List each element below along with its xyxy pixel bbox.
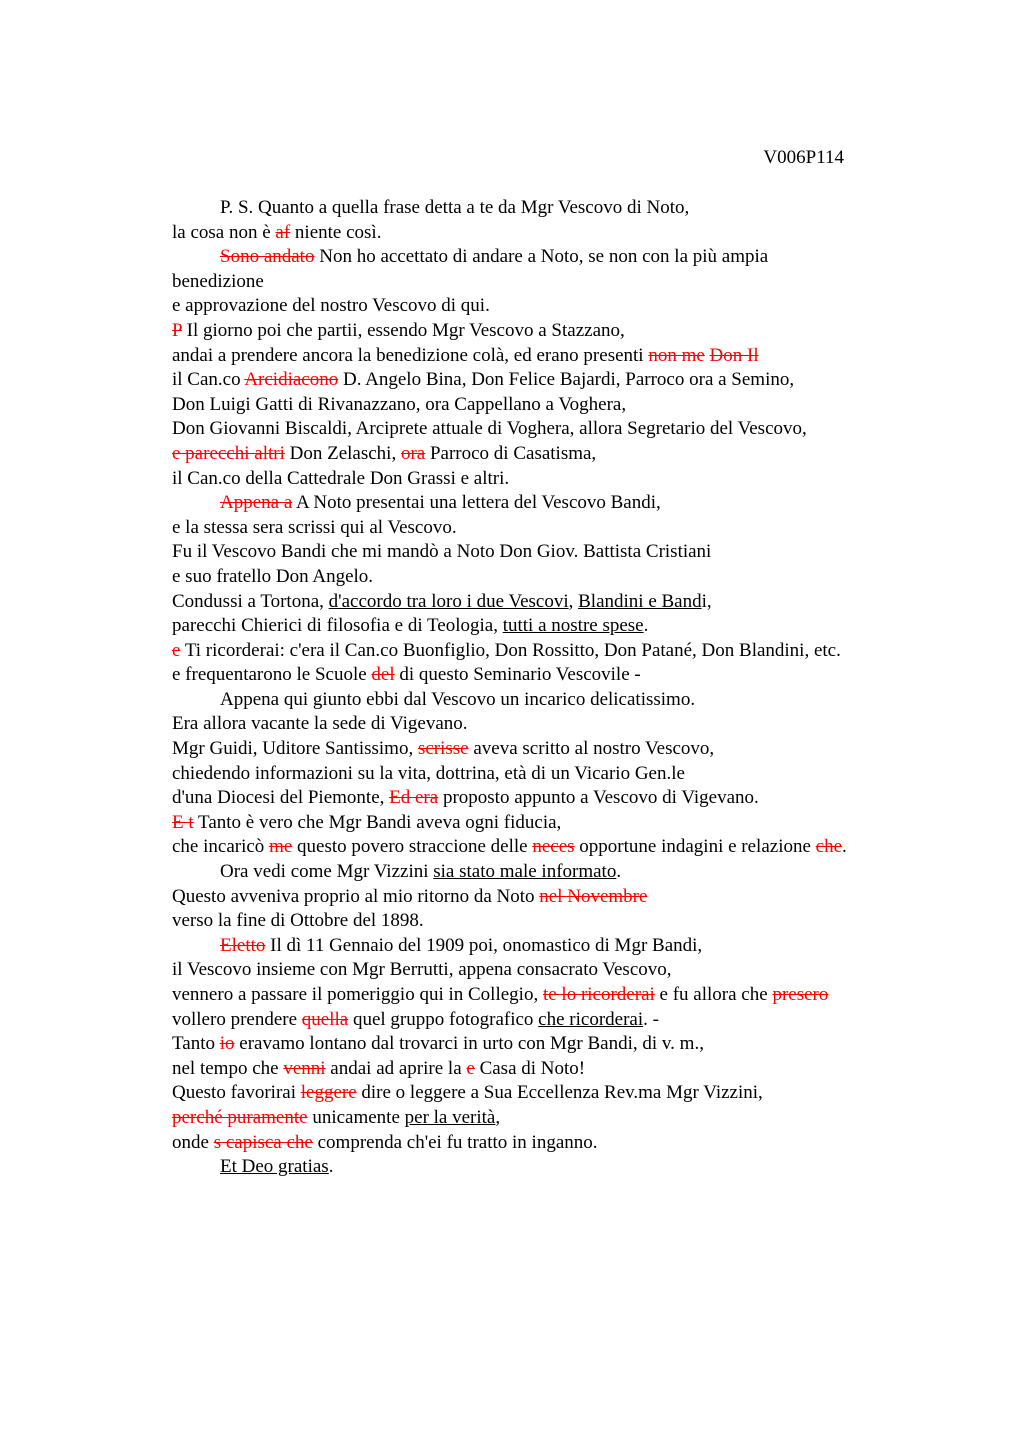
deleted-text: E t: [172, 811, 194, 833]
deleted-text: Ed era: [389, 787, 439, 809]
text-segment: Casa di Noto!: [474, 1057, 586, 1079]
text-segment: benedizione: [172, 270, 264, 292]
text-line: [172, 835, 932, 860]
text-segment: proposto appunto a Vescovo di Vigevano.: [438, 787, 759, 809]
text-segment: unicamente: [307, 1106, 405, 1128]
underlined-text: sia stato male informato: [433, 861, 617, 883]
text-line: [172, 909, 932, 934]
underlined-text: d'accordo tra loro i due Vescovi: [328, 590, 569, 612]
text-line: [172, 540, 932, 565]
deleted-text: Appena a: [220, 492, 293, 514]
text-segment: Ora vedi come Mgr Vizzini: [220, 861, 434, 883]
text-segment: Tanto: [172, 1033, 220, 1055]
text-segment: di questo Seminario Vescovile -: [394, 664, 641, 686]
deleted-text: neces: [532, 836, 575, 858]
text-segment: P. S. Quanto a quella frase detta a te da Mgr Vescovo di Noto,: [220, 197, 690, 218]
text-line: [172, 688, 932, 713]
deleted-text: perché puramente: [172, 1106, 308, 1128]
text-segment: verso la fine di Ottobre del 1898.: [172, 910, 424, 932]
text-segment: Era allora vacante la sede di Vigevano.: [172, 713, 468, 735]
text-segment: questo povero straccione delle: [292, 836, 533, 858]
deleted-text: Don Il: [709, 344, 759, 366]
text-line: [172, 344, 932, 369]
deleted-text: Eletto: [220, 934, 266, 956]
text-segment: dire o leggere a Sua Eccellenza Rev.ma Mgr Vizzini,: [356, 1082, 763, 1104]
underlined-text: che ricorderai: [538, 1008, 644, 1030]
text-segment: Questo avveniva proprio al mio ritorno da Noto: [172, 885, 540, 907]
text-line: [172, 934, 932, 959]
text-segment: Tanto è vero che Mgr Bandi aveva ogni fiducia,: [193, 811, 562, 833]
text-segment: quel gruppo fotografico: [348, 1008, 539, 1030]
text-segment: vennero a passare il pomeriggio qui in Collegio,: [172, 984, 543, 1005]
text-line: [172, 319, 932, 344]
text-segment: il Can.co della Cattedrale Don Grassi e altri.: [172, 467, 510, 489]
text-segment: la cosa non è: [172, 221, 276, 243]
text-segment: Mgr Guidi, Uditore Santissimo,: [172, 738, 418, 760]
deleted-text: e parecchi altri: [172, 442, 285, 464]
text-line: [172, 467, 932, 492]
text-line: [172, 294, 932, 319]
text-line: [172, 491, 932, 516]
text-segment: .: [643, 615, 649, 637]
text-segment: e fu allora che: [654, 984, 773, 1005]
text-line: [172, 860, 932, 885]
deleted-text: me: [269, 836, 293, 858]
text-segment: chiedendo informazioni su la vita, dottrina, età di un Vicario Gen.le: [172, 762, 685, 784]
text-segment: d'una Diocesi del Piemonte,: [172, 787, 390, 809]
text-segment: che incaricò: [172, 836, 270, 858]
text-segment: .: [616, 861, 622, 883]
deleted-text: s capisca che: [213, 1131, 313, 1153]
text-segment: eravamo lontano dal trovarci in urto con Mgr Bandi, di v. m.,: [234, 1033, 704, 1055]
text-segment: il Can.co: [172, 369, 245, 391]
text-segment: parecchi Chierici di filosofia e di Teologia,: [172, 615, 503, 637]
text-segment: Condussi a Tortona,: [172, 590, 329, 612]
text-segment: onde: [172, 1131, 214, 1153]
text-segment: e la stessa sera scrissi qui al Vescovo.: [172, 516, 457, 538]
deleted-text: quella: [301, 1008, 349, 1030]
text-line: [172, 270, 932, 295]
text-segment: e frequentarono le Scuole: [172, 664, 372, 686]
text-segment: Il giorno poi che partii, essendo Mgr Vescovo a Stazzano,: [181, 319, 625, 341]
text-segment: . -: [643, 1008, 659, 1030]
text-segment: Don Giovanni Biscaldi, Arciprete attuale di Voghera, allora Segretario del Vescovo,: [172, 418, 807, 440]
underlined-text: tutti a nostre spese: [502, 615, 644, 637]
text-line: [172, 712, 932, 737]
text-line: [172, 885, 932, 910]
deleted-text: nel Novembre: [539, 885, 648, 907]
text-line: [172, 590, 932, 615]
text-segment: Don Zelaschi,: [284, 442, 401, 464]
text-line: [172, 786, 932, 811]
text-line: [172, 196, 932, 221]
text-line: [172, 1008, 932, 1033]
deleted-text: venni: [283, 1057, 326, 1079]
text-line: [172, 1057, 932, 1082]
deleted-text: presero: [772, 984, 829, 1005]
text-segment: andai ad aprire la: [325, 1057, 467, 1079]
text-line: [172, 983, 932, 1008]
underlined-text: per la verità: [404, 1106, 496, 1128]
deleted-text: io: [219, 1033, 235, 1055]
text-segment: i,: [701, 590, 712, 612]
text-line: [172, 221, 932, 246]
text-line: [172, 1131, 932, 1156]
deleted-text: Sono andato: [220, 246, 315, 268]
text-segment: .: [328, 1156, 334, 1178]
text-segment: .: [842, 836, 847, 858]
deleted-text: te lo ricorderai: [542, 984, 655, 1005]
deleted-text: P: [172, 319, 182, 341]
deleted-text: non me: [648, 344, 705, 366]
underlined-text: Blandini e Band: [578, 590, 702, 612]
text-segment: e approvazione del nostro Vescovo di qui.: [172, 295, 490, 317]
underlined-text: Et Deo gratias: [220, 1156, 329, 1178]
text-line: [172, 663, 932, 688]
deleted-text: ora: [400, 442, 426, 464]
text-line: [172, 565, 932, 590]
text-segment: Fu il Vescovo Bandi che mi mandò a Noto Don Giov. Battista Cristiani: [172, 541, 712, 563]
text-line: [172, 958, 932, 983]
deleted-text: leggere: [300, 1082, 357, 1104]
text-segment: Il dì 11 Gennaio del 1909 poi, onomastico di Mgr Bandi,: [265, 934, 703, 956]
text-segment: comprenda ch'ei fu tratto in inganno.: [312, 1131, 598, 1153]
text-segment: Ti ricorderai: c'era il Can.co Buonfiglio, Don Rossitto, Don Patané, Don Blandini, etc.: [180, 639, 841, 661]
text-line: [172, 393, 932, 418]
text-segment: il Vescovo insieme con Mgr Berrutti, appena consacrato Vescovo,: [172, 959, 672, 981]
deleted-text: e: [172, 639, 181, 661]
text-line: [172, 737, 932, 762]
text-segment: Don Luigi Gatti di Rivanazzano, ora Cappellano a Voghera,: [172, 393, 627, 415]
text-segment: nel tempo che: [172, 1057, 284, 1079]
text-segment: Parroco di Casatisma,: [425, 442, 597, 464]
text-segment: vollero prendere: [172, 1008, 302, 1030]
text-line: [172, 417, 932, 442]
deleted-text: e: [466, 1057, 475, 1079]
text-line: [172, 1081, 932, 1106]
letter-body: [172, 196, 932, 1180]
text-line: [172, 762, 932, 787]
deleted-text: Arcidiacono: [244, 369, 339, 391]
text-segment: Questo favorirai: [172, 1082, 301, 1104]
text-segment: A Noto presentai una lettera del Vescovo Bandi,: [292, 492, 661, 514]
deleted-text: che: [815, 836, 843, 858]
text-segment: aveva scritto al nostro Vescovo,: [468, 738, 715, 760]
text-segment: Non ho accettato di andare a Noto, se non con la più ampia: [314, 246, 769, 268]
text-line: [172, 1106, 932, 1131]
text-line: [172, 516, 932, 541]
text-segment: ,: [495, 1106, 501, 1128]
text-segment: niente così.: [290, 221, 382, 243]
text-segment: andai a prendere ancora la benedizione colà, ed erano presenti: [172, 344, 649, 366]
text-line: [172, 442, 932, 467]
text-line: [172, 639, 932, 664]
text-segment: ,: [568, 590, 579, 612]
text-segment: opportune indagini e relazione: [574, 836, 816, 858]
deleted-text: scrisse: [417, 738, 469, 760]
text-line: [172, 1155, 932, 1180]
text-segment: D. Angelo Bina, Don Felice Bajardi, Parroco ora a Semino,: [338, 369, 795, 391]
deleted-text: del: [371, 664, 395, 686]
text-segment: Appena qui giunto ebbi dal Vescovo un incarico delicatissimo.: [220, 688, 696, 710]
page-identifier: V006P114: [763, 147, 844, 168]
deleted-text: af: [275, 221, 291, 243]
text-segment: e suo fratello Don Angelo.: [172, 565, 374, 587]
text-line: [172, 1032, 932, 1057]
text-line: [172, 245, 932, 270]
text-line: [172, 614, 932, 639]
text-line: [172, 811, 932, 836]
text-line: [172, 368, 932, 393]
